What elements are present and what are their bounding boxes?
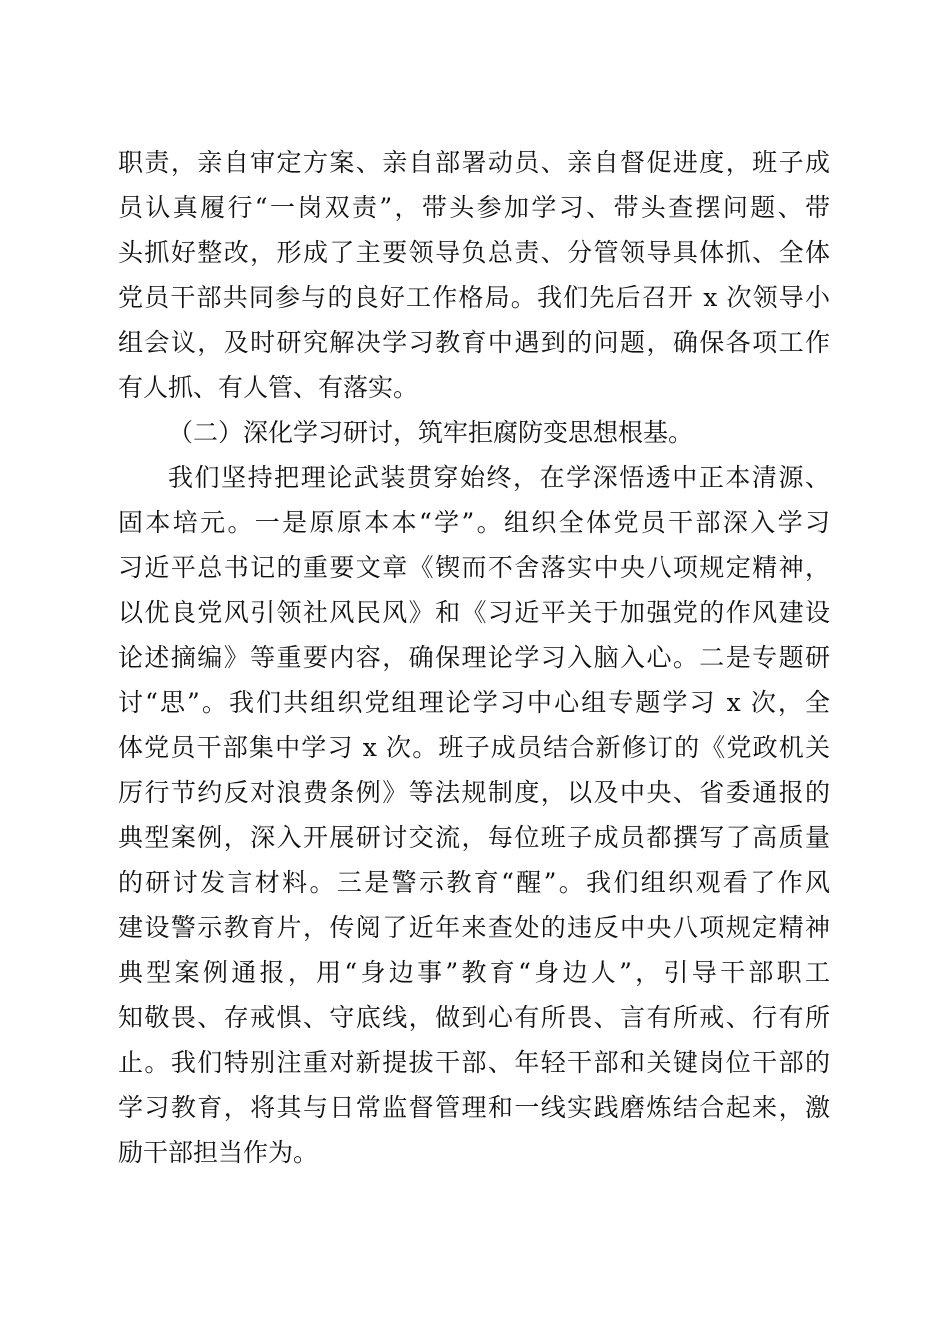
text-line: 组会议，及时研究解决学习教育中遇到的问题，确保各项工作 (118, 328, 830, 357)
text-line: 以优良党风引领社风民风》和《习近平关于加强党的作风建设 (118, 598, 830, 627)
text-line: 的研讨发言材料。三是警示教育“醒”。我们组织观看了作风 (118, 868, 830, 897)
text-line: 职责，亲自审定方案、亲自部署动员、亲自督促进度，班子成 (118, 148, 830, 177)
text-line: 止。我们特别注重对新提拔干部、年轻干部和关键岗位干部的 (118, 1048, 830, 1077)
text-line: 习近平总书记的重要文章《锲而不舍落实中央八项规定精神， (118, 553, 830, 582)
text-line: 典型案例通报，用“身边事”教育“身边人”，引导干部职工 (118, 958, 830, 987)
text-line: 知敬畏、存戒惧、守底线，做到心有所畏、言有所戒、行有所 (118, 1003, 830, 1032)
text-line: 我们坚持把理论武装贯穿始终，在学深悟透中正本清源、 (168, 463, 830, 492)
text-line: 员认真履行“一岗双责”，带头参加学习、带头查摆问题、带 (118, 193, 830, 222)
paragraph-responsibility (118, 140, 830, 410)
text-line: 头抓好整改，形成了主要领导负总责、分管领导具体抓、全体 (118, 238, 830, 267)
text-line: 学习教育，将其与日常监督管理和一线实践磨炼结合起来，激 (118, 1093, 830, 1122)
section-heading-text: （二）深化学习研讨，筑牢拒腐防变思想根基。 (168, 418, 694, 447)
text-line: 厉行节约反对浪费条例》等法规制度，以及中央、省委通报的 (118, 778, 830, 807)
text-line: 论述摘编》等重要内容，确保理论学习入脑入心。二是专题研 (118, 643, 830, 672)
text-line: 党员干部共同参与的良好工作格局。我们先后召开 x 次领导小 (118, 283, 830, 312)
text-line: 讨“思”。我们共组织党组理论学习中心组专题学习 x 次，全 (118, 688, 830, 717)
document-body (118, 140, 830, 1175)
text-line: 体党员干部集中学习 x 次。班子成员结合新修订的《党政机关 (118, 733, 830, 762)
text-line: 固本培元。一是原原本本“学”。组织全体党员干部深入学习 (118, 508, 830, 537)
text-line: 典型案例，深入开展研讨交流，每位班子成员都撰写了高质量 (118, 823, 830, 852)
text-line: 有人抓、有人管、有落实。 (118, 373, 419, 402)
section-heading (118, 410, 830, 455)
text-line: 建设警示教育片，传阅了近年来查处的违反中央八项规定精神 (118, 913, 830, 942)
paragraph-study-discussion (118, 455, 830, 1175)
text-line: 励干部担当作为。 (118, 1138, 319, 1167)
